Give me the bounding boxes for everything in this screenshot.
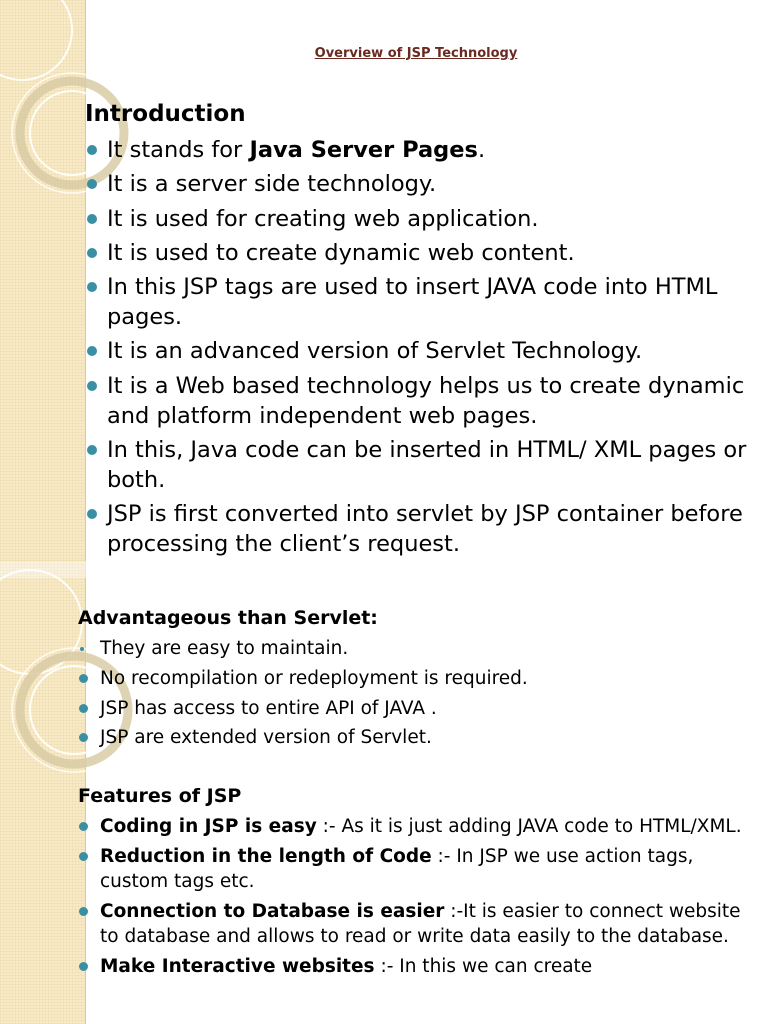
intro-list xyxy=(85,135,757,564)
feature-title: Make Interactive websites xyxy=(100,956,375,977)
feature-title: Reduction in the length of Code xyxy=(100,846,432,867)
intro-item-text: It is used to create dynamic web content. xyxy=(107,239,575,266)
bullet-icon xyxy=(87,381,97,391)
bullet-icon xyxy=(79,962,88,971)
feature-text: :- In this we can create xyxy=(374,956,593,977)
intro-heading: Introduction xyxy=(85,101,246,127)
advantage-text: No recompilation or redeployment is required. xyxy=(100,667,528,689)
intro-item-text: It stands for xyxy=(107,137,250,163)
bullet-icon xyxy=(79,733,88,742)
features-list xyxy=(78,814,746,984)
list-item xyxy=(78,636,758,661)
bullet-icon xyxy=(79,907,88,916)
list-item xyxy=(78,666,758,691)
list-item xyxy=(85,499,757,559)
bullet-icon xyxy=(87,282,97,292)
advantages-list xyxy=(78,636,758,755)
intro-item-text: In this, Java code can be inserted in HTML/ XML pages or both. xyxy=(107,437,747,494)
bullet-icon xyxy=(87,509,97,519)
bullet-icon xyxy=(87,445,97,455)
list-item xyxy=(85,169,757,199)
bullet-icon xyxy=(87,179,97,189)
list-item xyxy=(85,135,757,165)
advantages-heading: Advantageous than Servlet: xyxy=(78,607,378,629)
bullet-icon xyxy=(87,214,97,224)
intro-item-text: In this JSP tags are used to insert JAVA code into HTML pages. xyxy=(107,274,718,331)
bullet-icon xyxy=(79,704,88,713)
intro-item-text: It is a server side technology. xyxy=(107,171,437,198)
bullet-icon xyxy=(79,852,88,861)
bullet-icon xyxy=(79,674,88,683)
bullet-icon xyxy=(87,248,97,258)
list-item xyxy=(85,435,757,495)
list-item xyxy=(85,371,757,431)
intro-item-text: It is an advanced version of Servlet Technology. xyxy=(107,338,643,365)
list-item xyxy=(85,336,757,366)
list-item xyxy=(78,954,746,979)
advantage-text: JSP has access to entire API of JAVA . xyxy=(100,697,437,719)
intro-item-text: . xyxy=(477,137,486,163)
feature-text: :-It is easier to connect website to database and allows to read or write data easily to the database. xyxy=(100,901,741,947)
features-heading: Features of JSP xyxy=(78,785,242,807)
page-title: Overview of JSP Technology xyxy=(314,46,518,61)
feature-text: :- As it is just adding JAVA code to HTML/XML. xyxy=(316,816,742,837)
list-item xyxy=(78,844,746,894)
intro-item-text: It is used for creating web application. xyxy=(107,205,539,232)
bullet-icon xyxy=(87,145,97,155)
list-item xyxy=(85,272,757,332)
advantage-text: They are easy to maintain. xyxy=(100,638,349,659)
list-item xyxy=(78,899,746,949)
intro-item-text: It is a Web based technology helps us to create dynamic and platform independent web pages. xyxy=(107,372,745,429)
advantage-text: JSP are extended version of Servlet. xyxy=(100,727,432,749)
list-item xyxy=(78,725,758,750)
list-item xyxy=(78,696,758,721)
bullet-icon xyxy=(80,647,84,651)
bullet-icon xyxy=(87,346,97,356)
feature-text: :- In JSP we use action tags, custom tags etc. xyxy=(100,846,694,892)
intro-item-bold: Java Server Pages xyxy=(249,137,478,163)
intro-item-text: JSP is first converted into servlet by JSP container before processing the client’s request. xyxy=(107,501,743,558)
bullet-icon xyxy=(79,822,88,831)
list-item xyxy=(78,814,746,839)
feature-title: Connection to Database is easier xyxy=(100,901,445,922)
list-item xyxy=(85,204,757,234)
feature-title: Coding in JSP is easy xyxy=(100,816,317,837)
list-item xyxy=(85,238,757,268)
decorative-circles xyxy=(0,0,90,1024)
